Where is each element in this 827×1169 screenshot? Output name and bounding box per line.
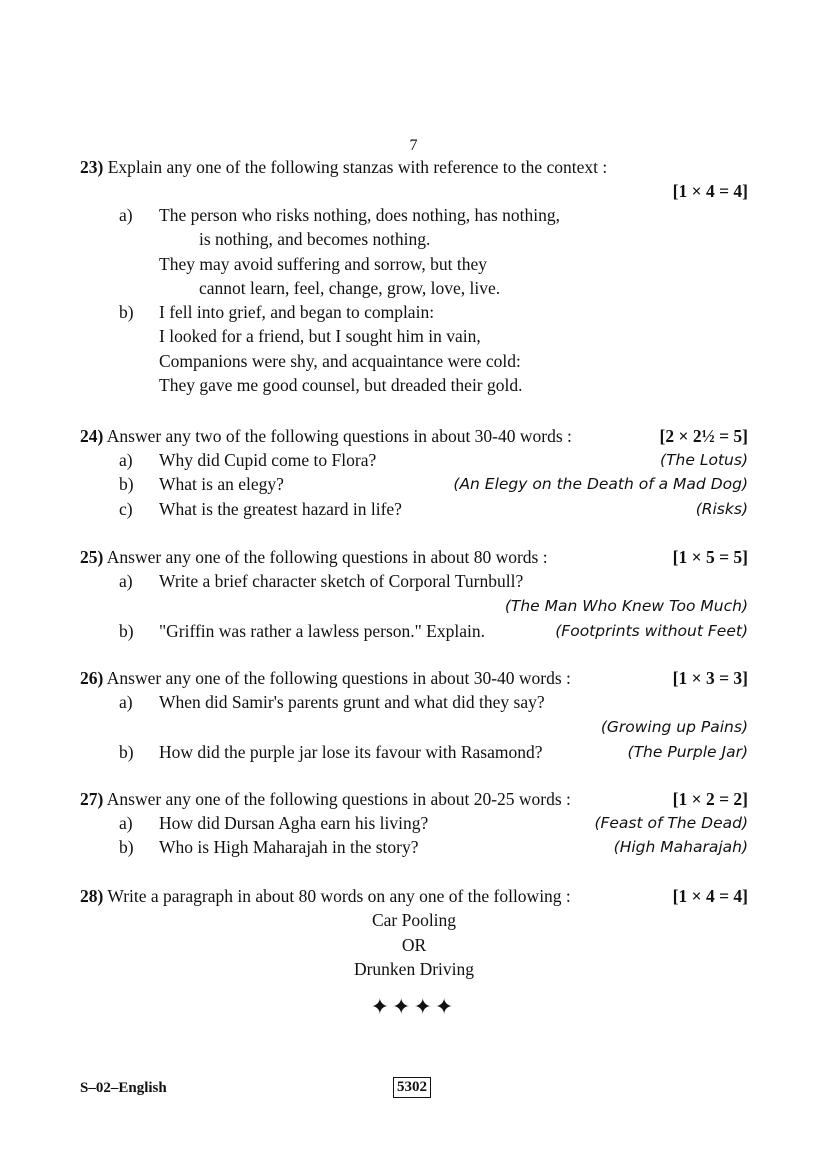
option-text: How did the purple jar lose its favour with Rasamond? (159, 741, 543, 762)
option-c: c) What is the greatest hazard in life? (Risks) (80, 497, 748, 521)
option-text: Who is High Maharajah in the story? (159, 837, 419, 858)
stanza-line: They gave me good counsel, but dreaded their gold. (159, 375, 523, 396)
question-marks: [1 × 4 = 4] (672, 886, 748, 906)
stanza-line: They may avoid suffering and sorrow, but they (159, 253, 488, 274)
option-text: Write a brief character sketch of Corporal Turnbull? (159, 571, 524, 591)
option-a: a) Write a brief character sketch of Corporal Turnbull? (119, 571, 524, 591)
option-b: b) What is an elegy? (An Elegy on the Death of a Mad Dog) (80, 472, 748, 496)
choice-separator: OR (401, 934, 427, 955)
question-text: Write a paragraph in about 80 words on any one of the following : (107, 886, 571, 906)
question-text: Answer any one of the following questions in about 20-25 words : (106, 789, 571, 809)
paper-code: S–02–English (80, 1080, 167, 1096)
option-text: When did Samir's parents grunt and what did they say? (159, 692, 545, 712)
stanza-line: is nothing, and becomes nothing. (199, 229, 431, 250)
option-b: b) How did the purple jar lose its favour with Rasamond? (The Purple Jar) (80, 740, 748, 764)
question-28 (80, 884, 748, 982)
question-marks: [2 × 2½ = 5] (659, 426, 748, 446)
stanza-line: I fell into grief, and began to complain: (159, 302, 435, 323)
question-text: Answer any one of the following questions in about 30-40 words : (106, 668, 571, 688)
option-text: What is an elegy? (159, 474, 284, 495)
question-marks: [1 × 4 = 4] (672, 181, 748, 201)
source-title: (Footprints without Feet) (555, 621, 748, 640)
stanza-line: cannot learn, feel, change, grow, love, live. (199, 277, 501, 298)
question-25 (80, 545, 748, 643)
source-title: (Risks) (695, 499, 748, 518)
source-title: (The Lotus) (660, 451, 748, 469)
option-a: a) Why did Cupid come to Flora? (The Lotus) (80, 448, 748, 472)
question-number: 27) (80, 789, 104, 809)
source-title: (High Maharajah) (613, 838, 748, 857)
option-text: How did Dursan Agha earn his living? (159, 813, 429, 833)
question-number: 28) (80, 886, 104, 906)
end-of-paper-stars: ✦✦✦✦ (370, 994, 457, 1019)
question-27 (80, 787, 748, 860)
source-title: (Feast of The Dead) (594, 814, 748, 832)
source-title: (The Man Who Knew Too Much) (504, 597, 748, 616)
option-a: a) When did Samir's parents grunt and what did they say? (119, 692, 545, 712)
source-title: (The Purple Jar) (627, 742, 748, 761)
question-marks: [1 × 5 = 5] (672, 547, 748, 567)
source-title: (An Elegy on the Death of a Mad Dog) (453, 475, 748, 494)
question-marks: [1 × 3 = 3] (672, 668, 748, 688)
option-b: b) Who is High Maharajah in the story? (High Maharajah) (80, 835, 748, 859)
question-marks: [1 × 2 = 2] (672, 789, 748, 809)
option-b: b) I fell into grief, and began to complain: I looked for a friend, but I sought him in vain, Companions were shy, and acquaintance were cold: They gave me good counsel, but dreaded their gold. (80, 300, 748, 397)
option-text: Why did Cupid come to Flora? (159, 450, 377, 470)
question-number: 24) (80, 426, 104, 446)
page-number: 7 (409, 137, 418, 154)
option-text: What is the greatest hazard in life? (159, 498, 402, 519)
question-text: Answer any one of the following questions in about 80 words : (106, 547, 548, 567)
option-b: b) "Griffin was rather a lawless person." Explain. (Footprints without Feet) (80, 619, 748, 643)
question-number: 23) (80, 157, 104, 177)
question-text: Answer any two of the following questions in about 30-40 words : (106, 426, 572, 446)
paper-number-box: 5302 (393, 1077, 431, 1098)
question-24 (80, 424, 748, 521)
option-a: a) How did Dursan Agha earn his living? (Feast of The Dead) (80, 811, 748, 835)
option-a: a) The person who risks nothing, does nothing, has nothing, is nothing, and becomes nothing. They may avoid suffering and sorrow, but they cannot learn, feel, change, grow, love, live. (80, 203, 748, 300)
question-number: 26) (80, 668, 104, 688)
stanza-line: Companions were shy, and acquaintance were cold: (159, 350, 521, 371)
question-text: Explain any one of the following stanzas with reference to the context : (107, 157, 608, 177)
source-title: (Growing up Pains) (600, 718, 748, 737)
question-number: 25) (80, 547, 104, 567)
choice-topic: Drunken Driving (353, 959, 475, 979)
stanza-line: The person who risks nothing, does nothing, has nothing, (159, 205, 561, 225)
stanza-line: I looked for a friend, but I sought him in vain, (159, 326, 481, 347)
choice-topic: Car Pooling (371, 910, 457, 930)
question-26 (80, 666, 748, 764)
question-23 (80, 155, 748, 397)
option-text: "Griffin was rather a lawless person." Explain. (159, 620, 485, 641)
